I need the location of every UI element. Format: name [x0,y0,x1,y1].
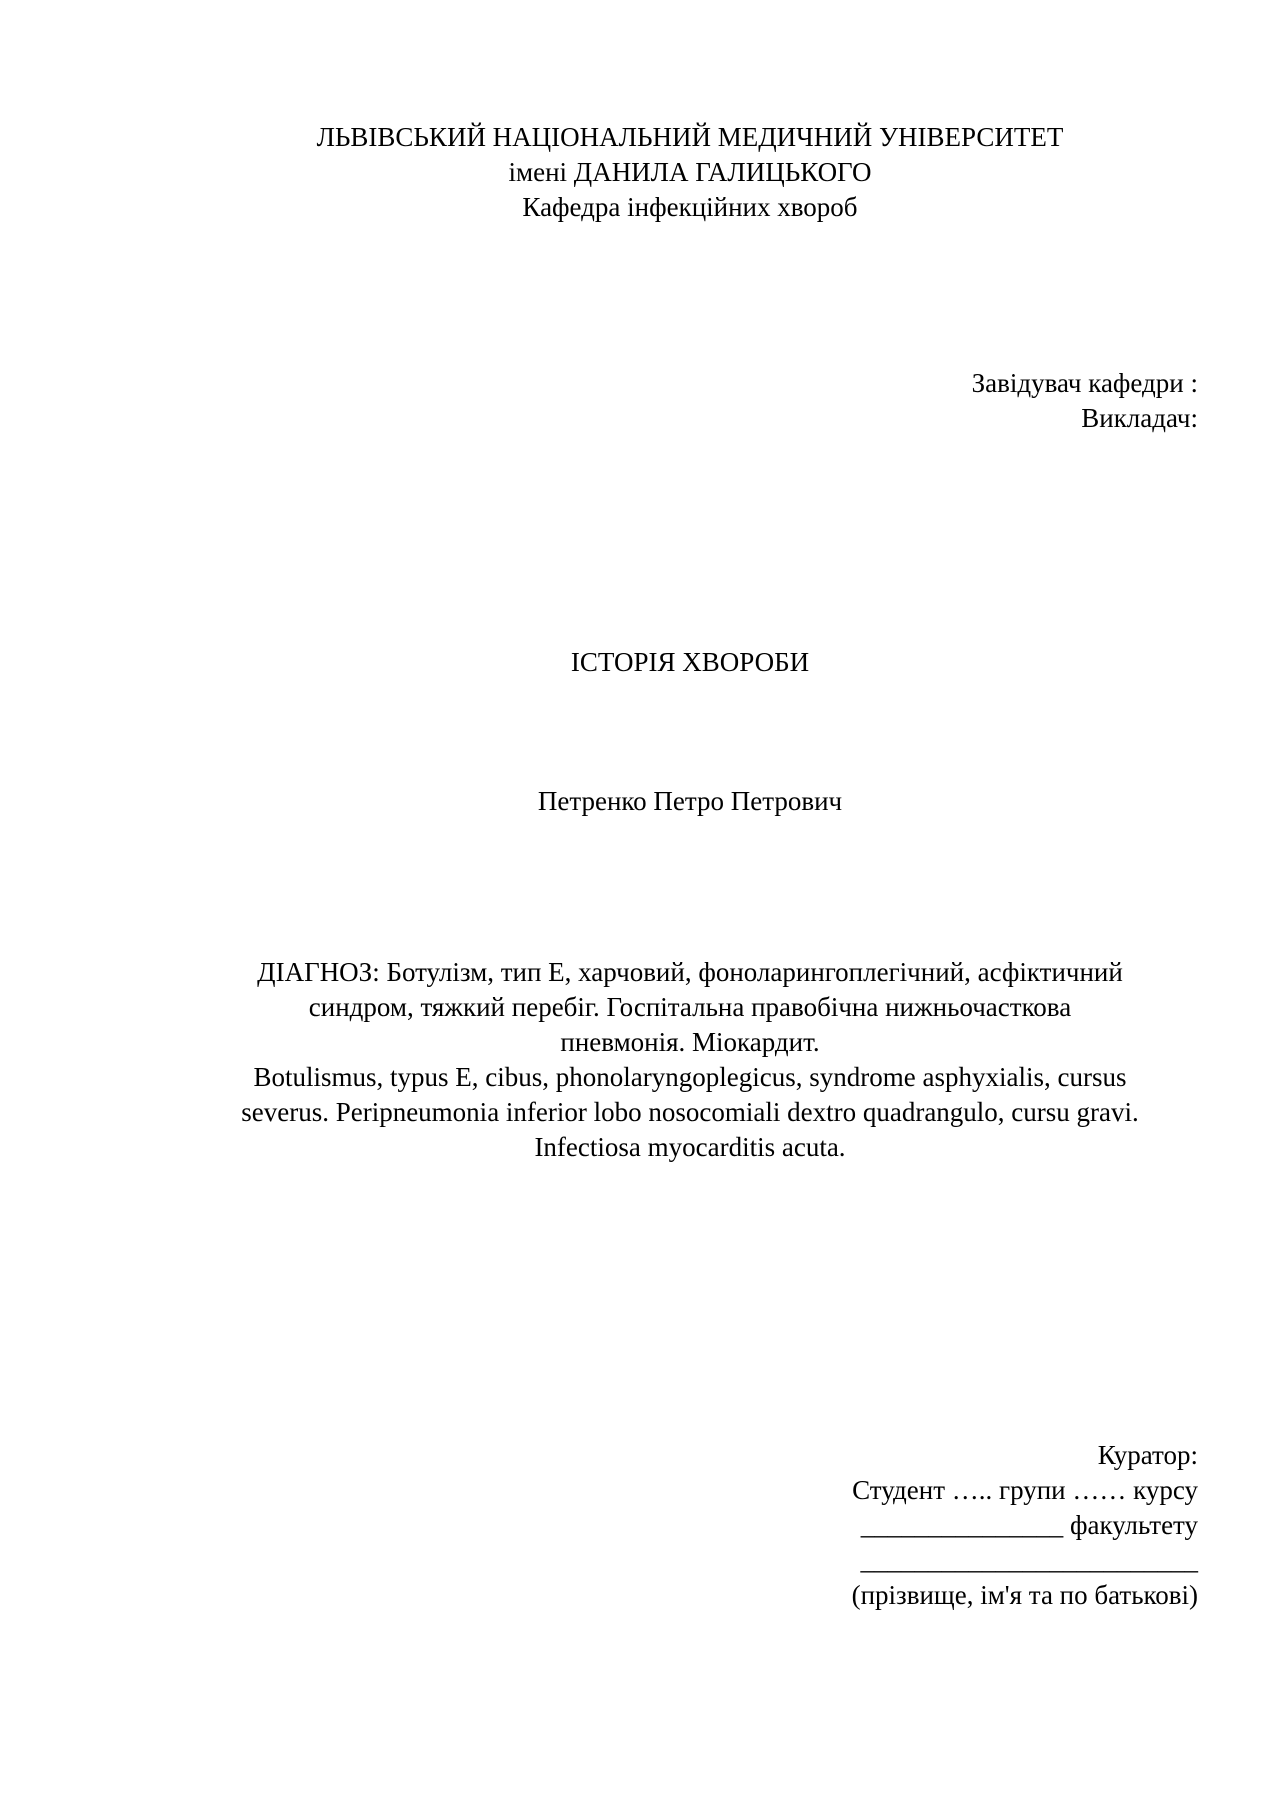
university-name: ЛЬВІВСЬКИЙ НАЦІОНАЛЬНИЙ МЕДИЧНИЙ УНІВЕРСИТЕТ [316,122,1064,152]
page-title: ІСТОРІЯ ХВОРОБИ [570,647,810,677]
document-title [0,645,1280,680]
diagnosis-line: пневмонія. Міокардит. [560,1027,820,1057]
head-of-department-label: Завідувач кафедри : [971,368,1198,398]
department-name: Кафедра інфекційних хвороб [522,192,858,222]
student-group-course-line: Студент ….. групи …… курсу [852,1475,1198,1505]
diagnosis-line: ДІАГНОЗ: Ботулізм, тип Е, харчовий, фоноларингоплегічний, асфіктичний [257,957,1123,987]
diagnosis-line: синдром, тяжкий перебіг. Госпітальна правобічна нижньочасткова [308,992,1072,1022]
patient-name: Петренко Петро Петрович [537,786,843,816]
diagnosis-block [0,955,1280,1165]
curator-label: Куратор: [1097,1440,1198,1470]
curator-block [852,1438,1198,1613]
diagnosis-latin-line: Botulismus, typus E, cibus, phonolaryngoplegicus, syndrome asphyxialis, cursus [253,1062,1127,1092]
patient-block [0,784,1280,819]
teacher-label: Викладач: [1081,403,1198,433]
name-hint: (прізвище, ім'я та по батькові) [851,1580,1198,1610]
diagnosis-latin-line: severus. Peripneumonia inferior lobo nosocomiali dextro quadrangulo, cursu gravi. [241,1097,1139,1127]
diagnosis-latin-line: Infectiosa myocarditis acuta. [534,1132,846,1162]
document-header [0,120,1280,225]
university-named-after: імені ДАНИЛА ГАЛИЦЬКОГО [508,157,872,187]
name-blank-line: _________________________ [860,1545,1198,1575]
faculty-line: _______________ факультету [860,1510,1198,1540]
staff-block [972,366,1198,436]
